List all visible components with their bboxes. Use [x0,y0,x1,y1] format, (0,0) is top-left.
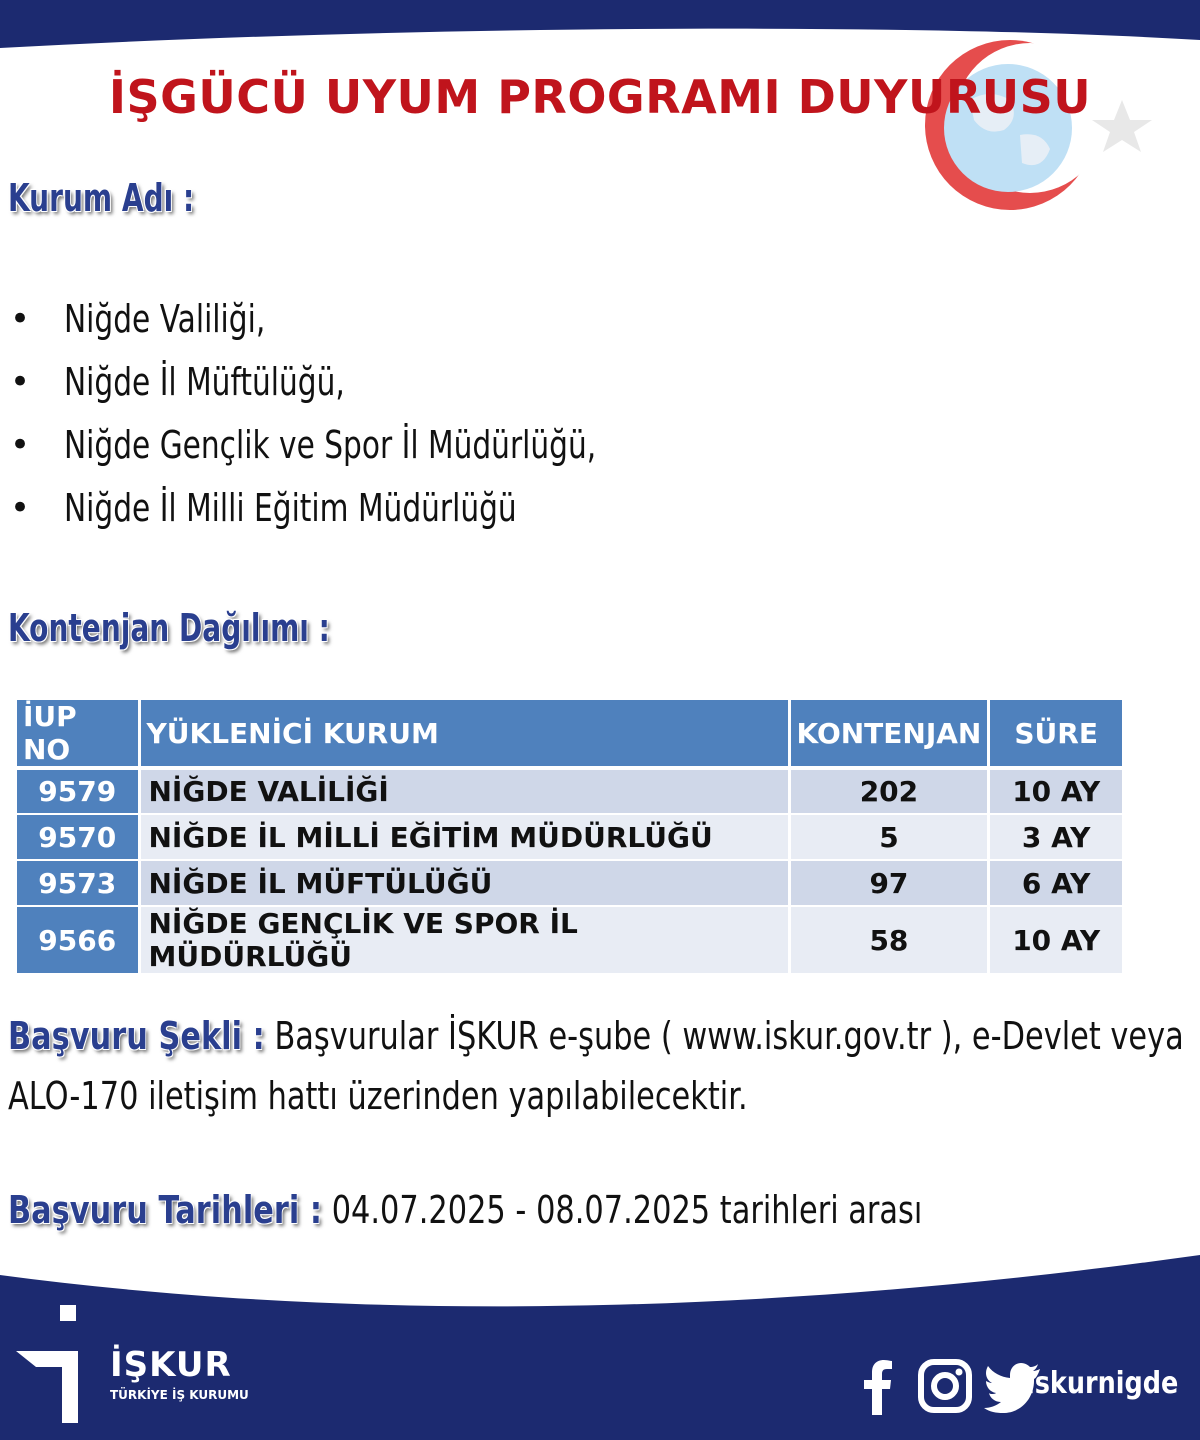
instagram-icon[interactable] [916,1357,974,1415]
cell-duration: 3 AY [989,814,1124,860]
header-duration: SÜRE [989,700,1124,768]
cell-iup-no: 9579 [17,768,139,814]
bullet-icon: • [10,488,31,528]
quota-table [17,700,1125,975]
cell-iup-no: 9566 [17,906,139,974]
cell-quota: 5 [789,814,989,860]
social-handle[interactable]: iskurnigde [1026,1366,1179,1401]
header-quota: KONTENJAN [789,700,989,768]
cell-iup-no: 9573 [17,860,139,906]
cell-duration: 10 AY [989,768,1124,814]
facebook-icon[interactable] [848,1357,906,1415]
application-method [8,1006,1184,1126]
iskur-logo-icon [16,1305,92,1425]
header-iup-no: İUP NO [17,700,139,768]
globe-crescent-logo [860,40,1160,210]
institution-list [10,288,746,540]
table-row [17,814,1124,860]
cell-duration: 10 AY [989,906,1124,974]
page-title: İŞGÜCÜ UYUM PROGRAMI DUYURUSU [108,70,1092,124]
cell-duration: 6 AY [989,860,1124,906]
table-row [17,768,1124,814]
institution-label: Kurum Adı : [8,176,195,220]
header-contractor: YÜKLENİCİ KURUM [139,700,789,768]
quota-label: Kontenjan Dağılımı : [8,606,330,650]
dates-value: 04.07.2025 - 08.07.2025 tarihleri arası [331,1188,923,1232]
list-item: • Niğde Gençlik ve Spor İl Müdürlüğü, [10,414,746,477]
bullet-icon: • [10,362,31,402]
list-item: • Niğde İl Müftülüğü, [10,351,746,414]
cell-contractor: NİĞDE GENÇLİK VE SPOR İL MÜDÜRLÜĞÜ [139,906,789,974]
social-icons [848,1356,1042,1416]
cell-quota: 58 [789,906,989,974]
application-line-2: ALO-170 iletişim hattı üzerinden yapılabilecektir. [8,1074,748,1118]
application-label: Başvuru Şekli : [8,1014,265,1058]
list-item: • Niğde Valiliği, [10,288,746,351]
table-header-row [17,700,1124,768]
brand-name: İŞKUR [110,1345,232,1385]
table-row [17,860,1124,906]
application-line-1: Başvurular İŞKUR e-şube ( www.iskur.gov.tr ), e-Devlet veya [274,1014,1184,1058]
application-dates [8,1180,1128,1240]
cell-contractor: NİĞDE VALİLİĞİ [139,768,789,814]
bullet-icon: • [10,299,31,339]
cell-iup-no: 9570 [17,814,139,860]
cell-quota: 97 [789,860,989,906]
table-row [17,906,1124,974]
cell-quota: 202 [789,768,989,814]
cell-contractor: NİĞDE İL MÜFTÜLÜĞÜ [139,860,789,906]
brand-subtitle: TÜRKİYE İŞ KURUMU [110,1388,249,1402]
cell-contractor: NİĞDE İL MİLLİ EĞİTİM MÜDÜRLÜĞÜ [139,814,789,860]
bullet-icon: • [10,425,31,465]
list-item: • Niğde İl Milli Eğitim Müdürlüğü [10,477,746,540]
dates-label: Başvuru Tarihleri : [8,1188,323,1232]
